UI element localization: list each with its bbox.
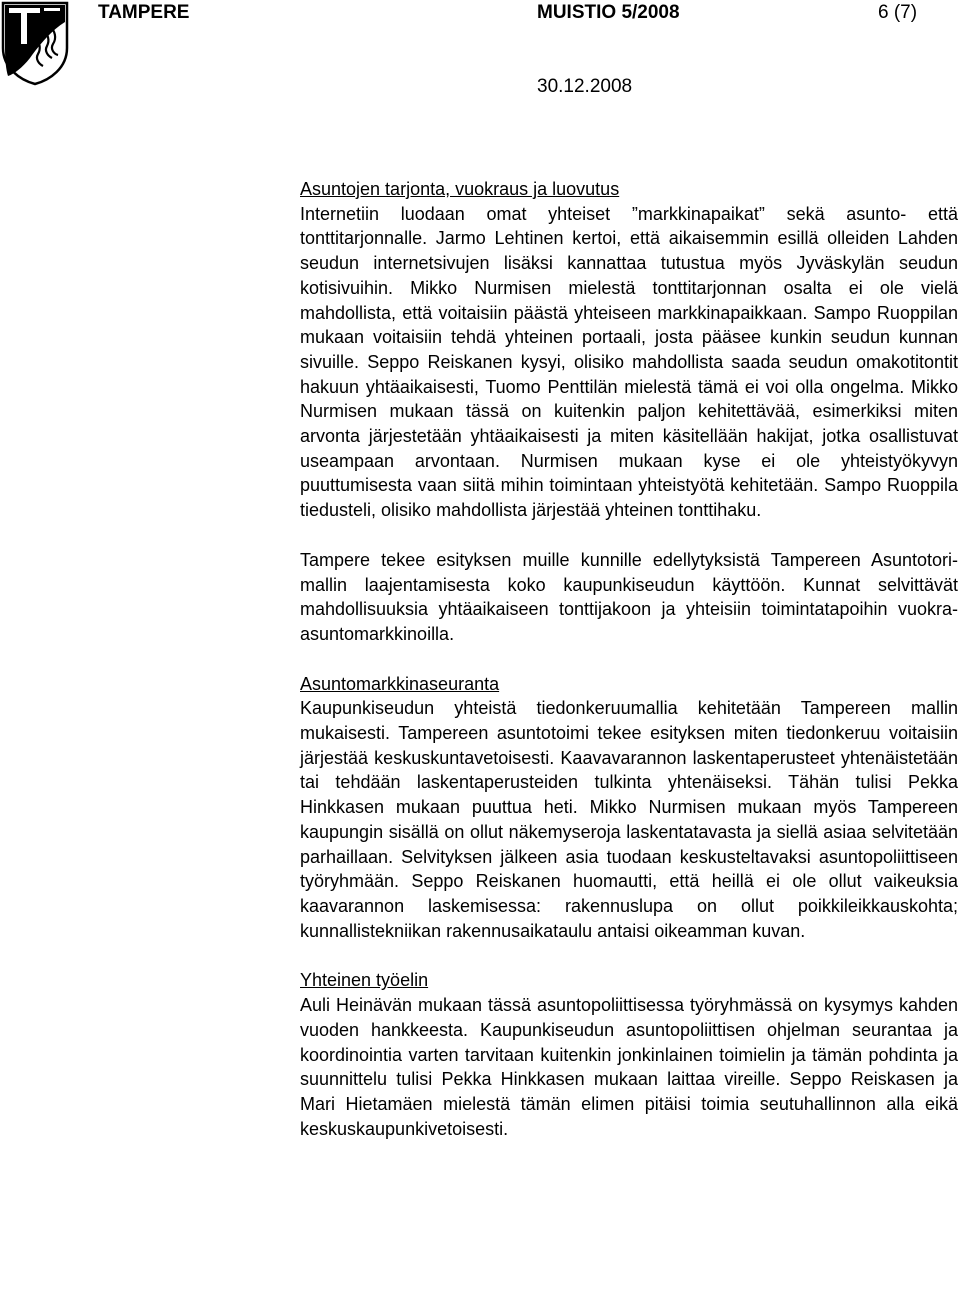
memo-body — [300, 177, 958, 1141]
section-heading: Asuntojen tarjonta, vuokraus ja luovutus — [300, 179, 620, 199]
section-housing-supply — [300, 177, 958, 523]
section-heading: Yhteinen työelin — [300, 970, 429, 991]
section-heading: Asuntomarkkinaseuranta — [300, 673, 500, 694]
memo-number: MUISTIO 5/2008 — [537, 2, 680, 23]
section-paragraph: Internetiin luodaan omat yhteiset ”markkinapaikat” sekä asunto- että tonttitarjonnalle. Jarmo Lehtinen kertoi, että aikaisemmin esillä olleiden Lahden seudun internetsivujen lisäksi kannattaa tutustua myös Jyväskylän seudun kotisivuihin. Mikko Nurmisen mielestä tonttitarjonnan osalta ei ole vielä mahdollista, että voitaisiin päästä yhteiseen markkinapaikkaan. Sampo Ruoppilan mukaan voitaisiin tehdä yhteinen portaali, josta pääsee kunkin seudun kunnan sivuille. Seppo Reiskanen kysyi, olisiko mahdollista saada seudun omakotitontit hakuun yhtäaikaisesti, Tuomo Penttilän mielestä tämä ei voi olla ongelma. Mikko Nurmisen mukaan tässä on kuitenkin paljon kehitettävää, esimerkiksi miten arvonta järjestetään yhtäaikaisesti ja miten käsitellään hakijat, jotka osallistuvat useampaan arvontaan. Nurmisen mukaan kyse ei ole yhteistyökyvyn puuttumisesta vaan siitä mihin toimintaan yhteistyötä kehitetään. Sampo Ruoppila tiedusteli, olisiko mahdollista järjestää yhteinen tonttihaku. — [300, 203, 958, 521]
page-number: 6 (7) — [878, 2, 918, 23]
section-paragraph: Auli Heinävän mukaan tässä asuntopoliittisessa työryhmässä on kysymys kahden vuoden hankkeesta. Kaupunkiseudun asuntopoliittisen ohjelman seurantaa ja koordinointia varten tarvitaan kuitenkin jonkinlainen toimielin ja tämän pohdinta ja suunnittelu tulisi Pekka Hinkkasen mukaan laittaa vireille. Seppo Reiskasen ja Mari Hietamäen mielestä tämän elimen pitäisi toimia seutuhallinnon alla eikä keskuskaupunkivetoisesti. — [300, 995, 958, 1139]
section-paragraph: Tampere tekee esityksen muille kunnille edellytyksistä Tampereen Asuntotori-mallin laajentamisesta koko kaupunkiseudun käyttöön. Kunnat selvittävät mahdollisuuksia yhtäaikaiseen tonttijakoon ja yhteisiin toimintatapoihin vuokra-asuntomarkkinoilla. — [300, 549, 958, 644]
section-joint-body — [300, 968, 958, 1141]
section-paragraph: Kaupunkiseudun yhteistä tiedonkeruumallia kehitetään Tampereen mallin mukaisesti. Tampereen asuntotoimi tekee esityksen miten tiedonkeruu voitaisiin järjestää keskuskuntavetoisesti. Kaavavarannon laskentaperusteet yhtenäistetään tai tehdään laskentaperusteiden tulkinta yhtenäiseksi. Tähän tulisi Pekka Hinkkasen mukaan puuttua heti. Mikko Nurmisen mukaan myös Tampereen kaupungin sisällä on ollut näkemyseroja laskentatavasta ja siellä asiaa selvitetään parhaillaan. Selvityksen jälkeen asia tuodaan keskusteltavaksi asuntopoliittiseen työryhmään. Seppo Reiskanen huomautti, että heillä ei ole ollut vaikeuksia kaavarannon laskemisessa: rakennuslupa on ollut poikkileikkauskohta; kunnallistekniikan rakennusaikataulu antaisi oikeamman kuvan. — [300, 698, 958, 941]
paragraph-spacer — [300, 943, 958, 968]
paragraph-spacer — [300, 647, 958, 672]
memo-date: 30.12.2008 — [537, 76, 633, 97]
municipality-name: TAMPERE — [98, 2, 190, 23]
section-asuntotori-proposal — [300, 548, 958, 647]
tampere-coat-of-arms-logo — [0, 0, 70, 86]
paragraph-spacer — [300, 523, 958, 548]
section-market-monitoring — [300, 672, 958, 944]
